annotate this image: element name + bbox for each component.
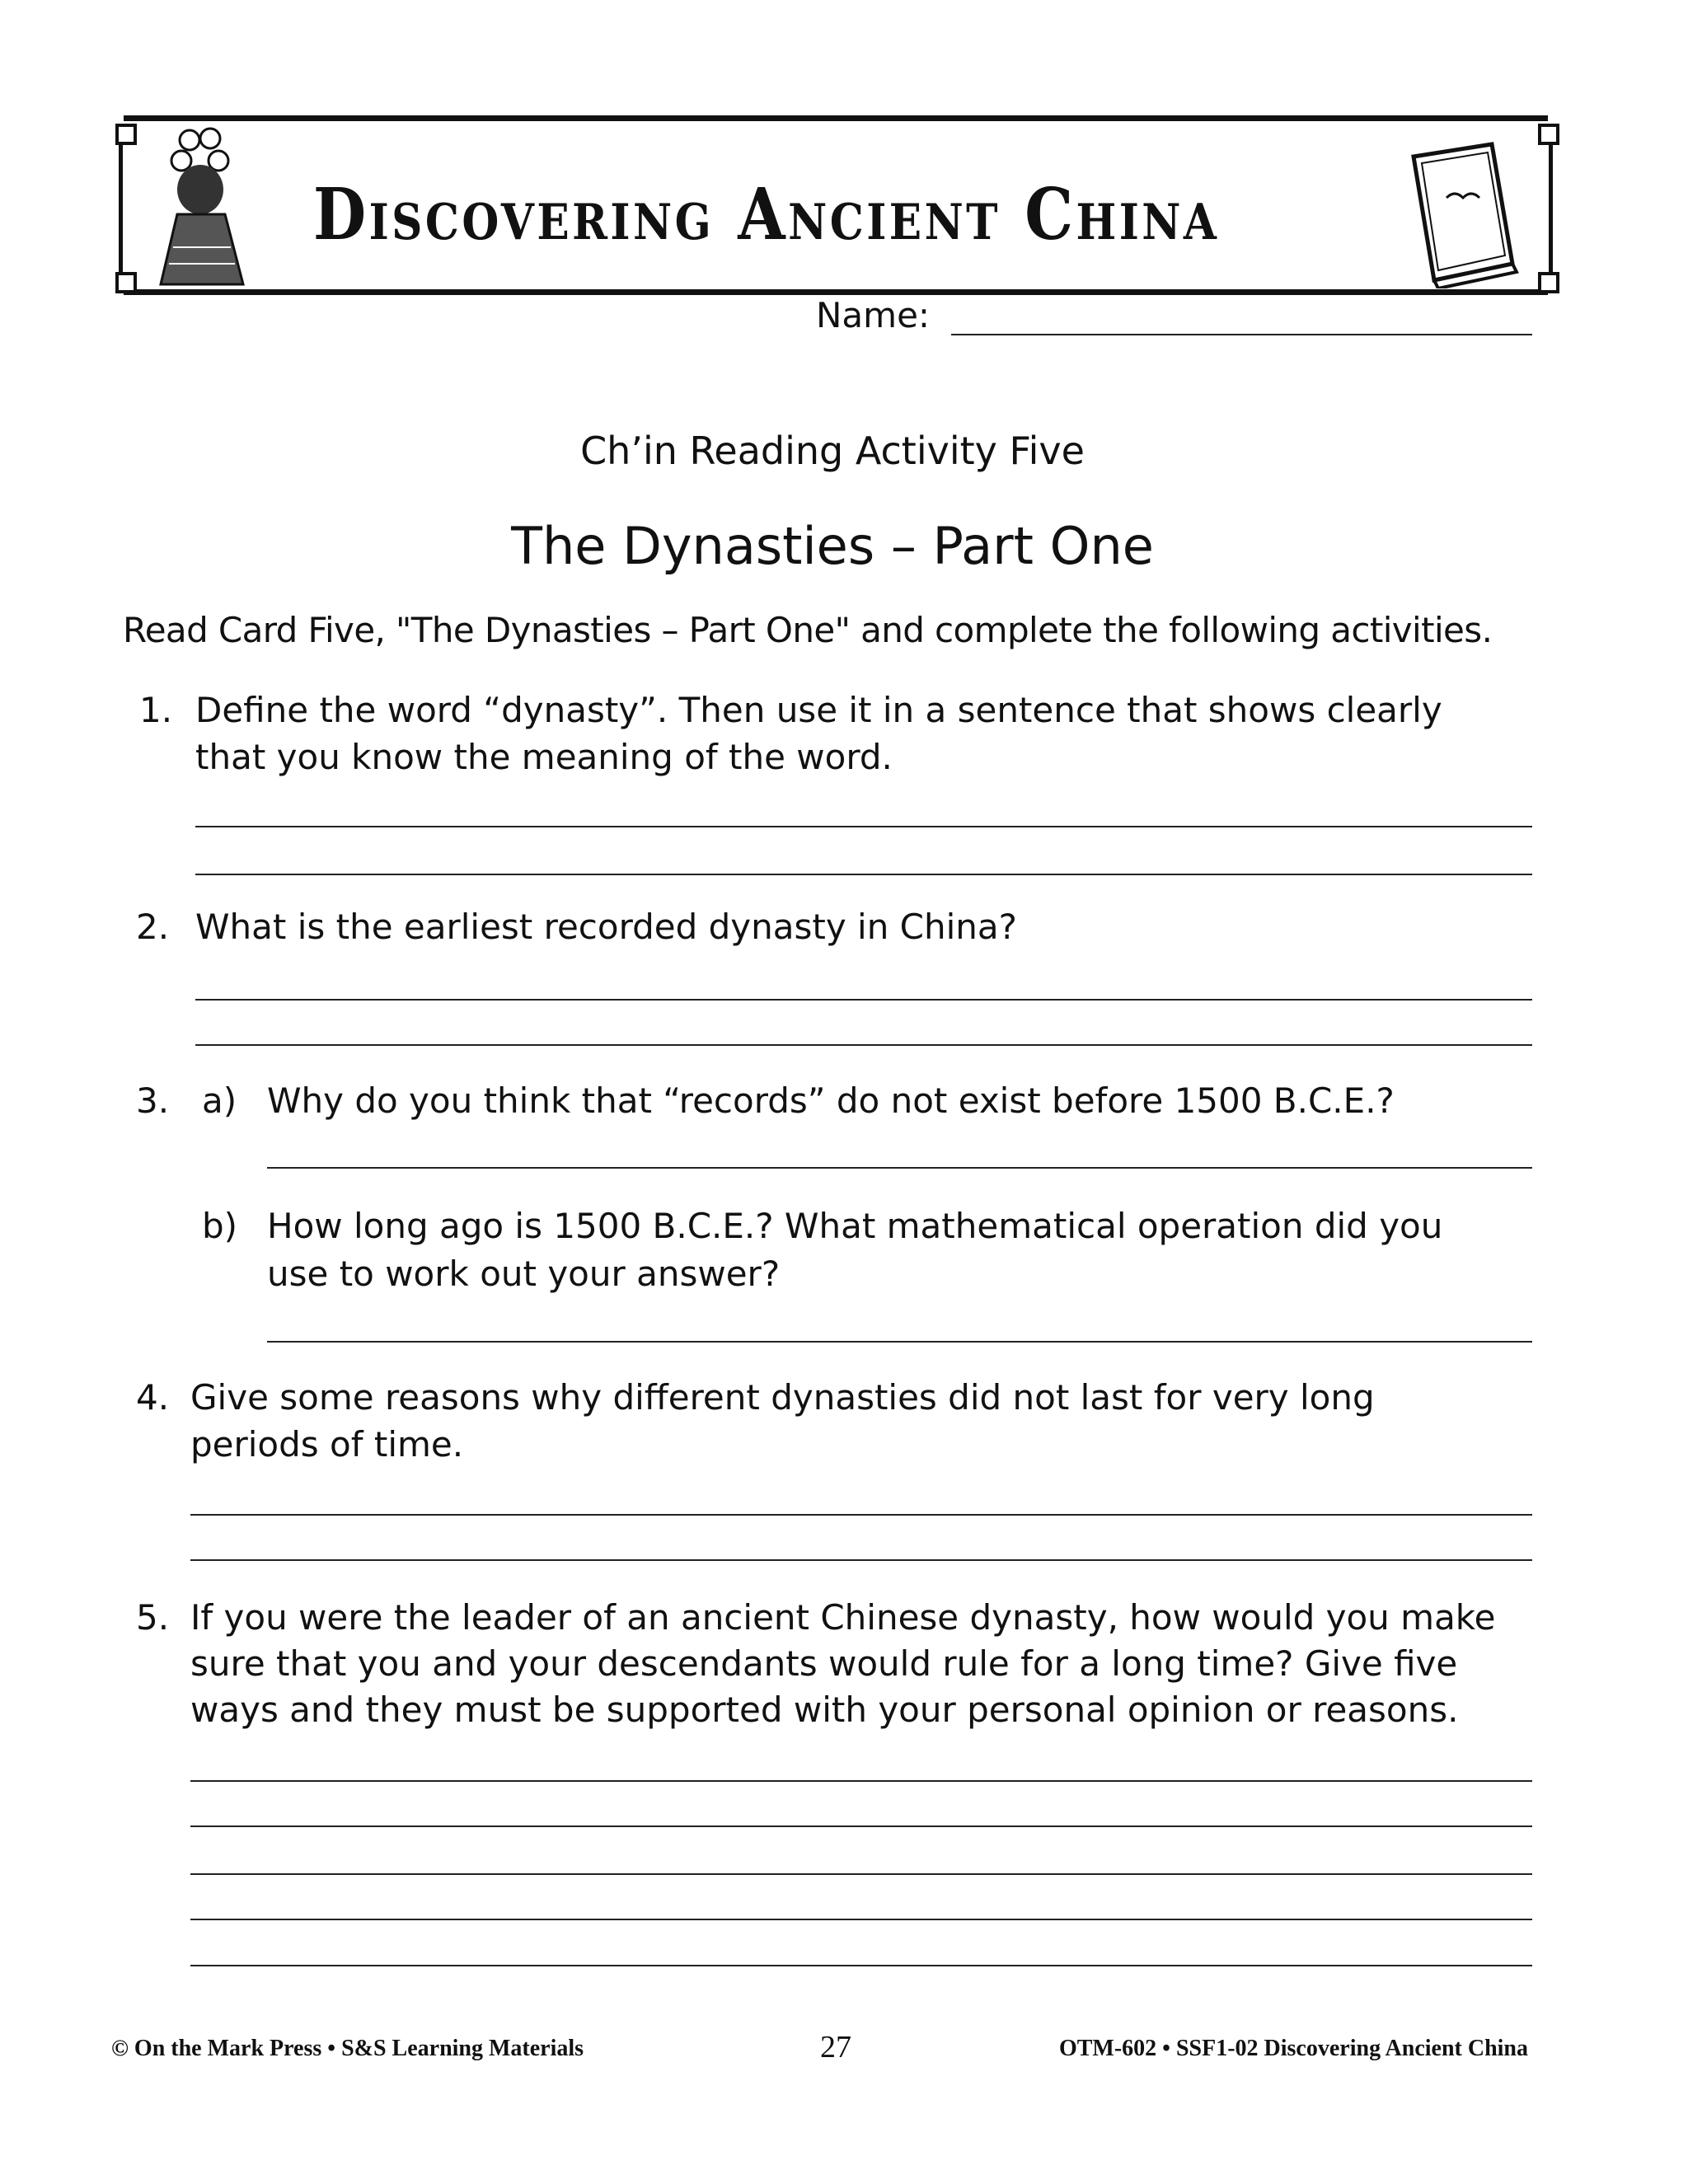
answer-line[interactable]: [190, 1780, 1532, 1782]
corner-ornament: [1538, 272, 1559, 293]
name-label: Name:: [816, 295, 931, 335]
question-text: that you know the meaning of the word.: [195, 737, 893, 777]
question-text: Why do you think that “records” do not exist before 1500 B.C.E.?: [267, 1080, 1395, 1121]
answer-line[interactable]: [190, 1919, 1532, 1920]
page-title: The Dynasties – Part One: [511, 516, 1154, 576]
question-number: 3.: [136, 1080, 170, 1121]
answer-line[interactable]: [190, 1873, 1532, 1875]
question-text: sure that you and your descendants would rule for a long time? Give five: [190, 1643, 1458, 1684]
corner-ornament: [1538, 124, 1559, 145]
question-text: How long ago is 1500 B.C.E.? What mathematical operation did you: [267, 1206, 1443, 1246]
opera-headdress-illustration: [152, 124, 251, 288]
answer-line[interactable]: [190, 1514, 1532, 1516]
question-text: What is the earliest recorded dynasty in China?: [195, 907, 1017, 947]
instructions: Read Card Five, "The Dynasties – Part One" and complete the following activities.: [123, 610, 1493, 650]
answer-line[interactable]: [267, 1341, 1532, 1343]
answer-line[interactable]: [190, 1559, 1532, 1561]
answer-line[interactable]: [190, 1825, 1532, 1827]
corner-ornament: [115, 272, 137, 293]
corner-ornament: [115, 124, 137, 145]
answer-line[interactable]: [195, 874, 1532, 875]
question-text: Give some reasons why different dynasties did not last for very long: [190, 1377, 1375, 1418]
question-text: periods of time.: [190, 1424, 464, 1465]
question-number: 1.: [139, 690, 173, 730]
answer-line[interactable]: [195, 1044, 1532, 1046]
question-text: Define the word “dynasty”. Then use it in a sentence that shows clearly: [195, 690, 1442, 730]
answer-line[interactable]: [267, 1167, 1532, 1169]
part-label: a): [202, 1080, 237, 1121]
page-number: 27: [820, 2030, 851, 2064]
question-text: ways and they must be supported with your personal opinion or reasons.: [190, 1690, 1459, 1730]
question-number: 2.: [136, 907, 170, 947]
book-illustration: [1401, 140, 1525, 288]
question-text: If you were the leader of an ancient Chinese dynasty, how would you make: [190, 1597, 1496, 1638]
name-field[interactable]: [951, 334, 1532, 335]
header-title: Discovering Ancient China: [313, 173, 1220, 256]
question-text: use to work out your answer?: [267, 1254, 781, 1294]
footer-product-code: OTM-602 • SSF1-02 Discovering Ancient China: [1058, 2036, 1528, 2061]
part-label: b): [202, 1206, 238, 1246]
activity-subtitle: Ch’in Reading Activity Five: [580, 429, 1085, 473]
answer-line[interactable]: [190, 1965, 1532, 1966]
answer-line[interactable]: [195, 999, 1532, 1001]
question-number: 4.: [136, 1377, 170, 1418]
footer-copyright: © On the Mark Press • S&S Learning Materials: [111, 2036, 584, 2061]
question-number: 5.: [136, 1597, 170, 1638]
answer-line[interactable]: [195, 826, 1532, 827]
